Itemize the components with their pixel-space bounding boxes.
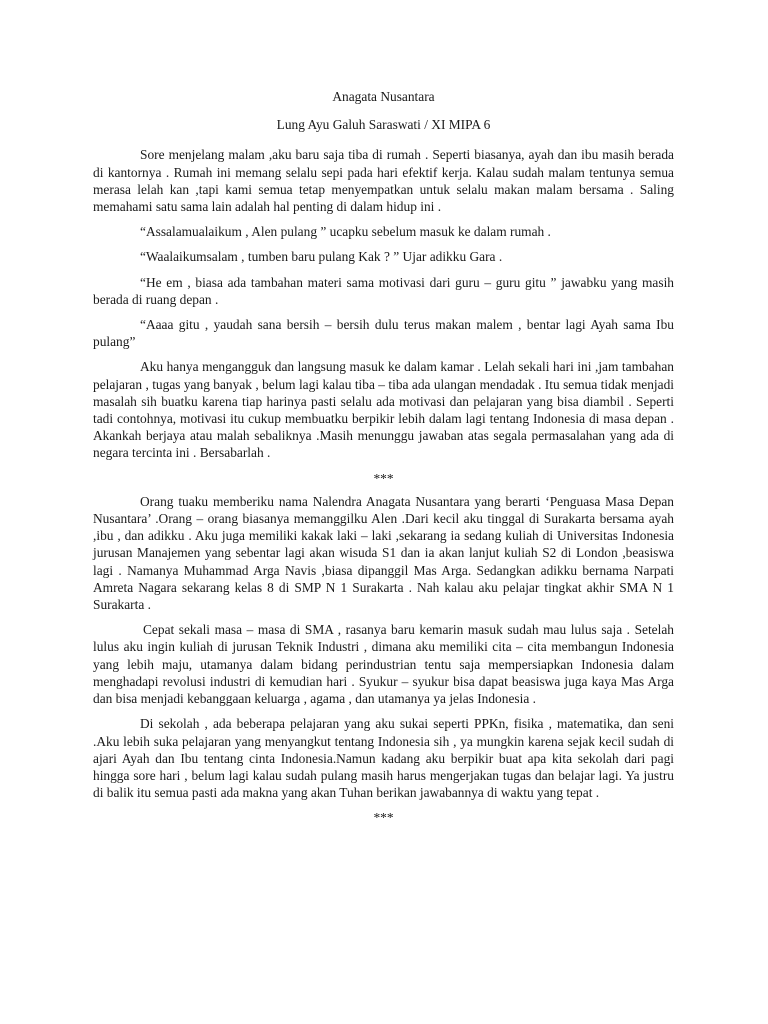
- paragraph-7: Orang tuaku memberiku nama Nalendra Anagata Nusantara yang berarti ‘Penguasa Masa Depan Nusantara’ .Orang – orang biasanya memanggilku Alen .Dari kecil aku tinggal di Surakarta bersama ayah ,ibu , dan adikku . Aku juga memiliki kakak laki – laki ,sekarang ia sedang kuliah di Universitas Indonesia jurusan Manajemen yang sebentar lagi akan wisuda S1 dan ia akan lanjut kuliah S2 di London ,beasiswa lagi . Namanya Muhammad Arga Navis ,biasa dipanggil Mas Arga. Sedangkan adikku bernama Narpati Amreta Nagara sekarang kelas 8 di SMP N 1 Surakarta . Nah kalau aku pelajar tingkat akhir SMA N 1 Surakarta .: [93, 493, 674, 613]
- paragraph-1: Sore menjelang malam ,aku baru saja tiba di rumah . Seperti biasanya, ayah dan ibu masih berada di kantornya . Rumah ini memang selalu sepi pada hari efektif kerja. Kalau sudah malam tentunya semua merasa lelah kan ,tapi kami semua tetap menyempatkan untuk selalu makan malam bersama . Saling memahami satu sama lain adalah hal penting di dalam hidup ini .: [93, 147, 674, 215]
- paragraph-8: Cepat sekali masa – masa di SMA , rasanya baru kemarin masuk sudah mau lulus saja . Setelah lulus aku ingin kuliah di jurusan Teknik Industri , dimana aku memiliki cita – cita membangun Indonesia yang lebih maju, utamanya dalam bidang perindustrian tentu saja mempersiapkan Indonesia dalam menghadapi revolusi industri di kemudian hari . Syukur – syukur bisa dapat beasiswa juga kaya Mas Arga dan bisa menjadi kebanggaan keluarga , agama , dan utamanya ya jelas Indonesia .: [93, 622, 674, 707]
- paragraph-9: Di sekolah , ada beberapa pelajaran yang aku sukai seperti PPKn, fisika , matematika, dan seni .Aku lebih suka pelajaran yang menyangkut tentang Indonesia sih , ya mungkin karena sejak kecil sudah di ajari Ayah dan Ibu tentang cinta Indonesia.Namun kadang aku berpikir buat apa kita sekolah dari pagi hingga sore hari , belum lagi kalau sudah pulang masih harus mengerjakan tugas dan belajar lagi. Ya justru di balik itu semua pasti ada makna yang akan Tuhan berikan jawabannya di waktu yang tepat .: [93, 716, 674, 801]
- paragraph-2: “Assalamualaikum , Alen pulang ” ucapku sebelum masuk ke dalam rumah .: [140, 224, 551, 240]
- document-title: Anagata Nusantara: [332, 89, 435, 104]
- section-separator: ***: [373, 470, 394, 486]
- paragraph-3: “Waalaikumsalam , tumben baru pulang Kak ? ” Ujar adikku Gara .: [140, 249, 503, 265]
- paragraph-6: Aku hanya mengangguk dan langsung masuk ke dalam kamar . Lelah sekali hari ini ,jam tambahan pelajaran , tugas yang banyak , belum lagi kalau tiba – tiba ada ulangan mendadak . Itu semua tidak menjadi masalah sih buatku karena tiap harinya pasti selalu ada motivasi dan pelajaran yang bisa diambil . Seperti tadi contohnya, motivasi itu cukup membuatku berpikir lebih dalam lagi tentang Indonesia di masa depan . Akankah berjaya atau malah sebaliknya .Masih menunggu jawaban atas segala permasalahan yang ada di negara tercinta ini . Bersabarlah .: [93, 359, 674, 461]
- paragraph-5: “Aaaa gitu , yaudah sana bersih – bersih dulu terus makan malem , bentar lagi Ayah sama Ibu pulang”: [93, 317, 674, 350]
- paragraph-4: “He em , biasa ada tambahan materi sama motivasi dari guru – guru gitu ” jawabku yang masih berada di ruang depan .: [93, 274, 674, 307]
- document-body: [93, 88, 674, 833]
- section-separator: ***: [373, 810, 394, 826]
- document-author: Lung Ayu Galuh Saraswati / XI MIPA 6: [276, 117, 491, 133]
